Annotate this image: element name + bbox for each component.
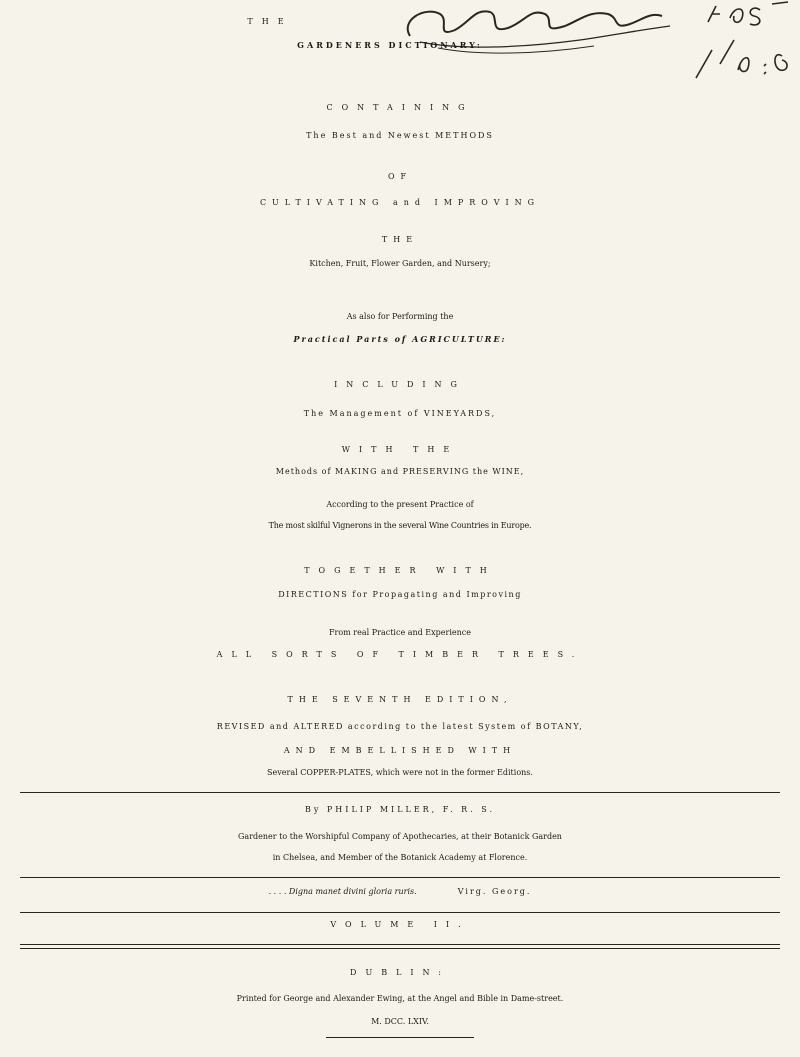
from-real-practice-line: From real Practice and Experience	[328, 628, 471, 637]
motto	[0, 887, 800, 896]
divider-rule	[20, 912, 780, 913]
imprint-city: DUBLIN:	[350, 968, 450, 977]
motto-source: Virg. Georg.	[457, 887, 532, 896]
skilful-vignerons-line: The most skilful Vignerons in the several Wine Countries in Europe.	[268, 521, 532, 530]
divider-rule	[20, 792, 780, 793]
divider-rule	[20, 948, 780, 949]
including-label: INCLUDING	[334, 380, 466, 389]
chelsea-line: in Chelsea, and Member of the Botanick Academy at Florence.	[272, 853, 528, 862]
copper-plates-line: Several COPPER-PLATES, which were not in the former Editions.	[267, 768, 533, 777]
divider-rule	[20, 877, 780, 878]
according-practice-line: According to the present Practice of	[326, 500, 474, 509]
kitchen-nursery-line: Kitchen, Fruit, Flower Garden, and Nursery;	[309, 259, 491, 268]
as-also-line: As also for Performing the	[346, 312, 454, 321]
imprint-date: M. DCC. LXIV.	[371, 1017, 429, 1026]
volume-label: VOLUME II.	[330, 920, 470, 929]
all-sorts-timber-line: ALL SORTS OF TIMBER TREES.	[216, 650, 584, 659]
with-the-label: WITH THE	[341, 445, 459, 454]
of-label: OF	[387, 172, 413, 181]
author-by-line: By PHILIP MILLER, F. R. S.	[304, 805, 496, 814]
gardener-line: Gardener to the Worshipful Company of Apothecaries, at their Botanick Garden	[238, 832, 562, 841]
the-label: THE	[381, 235, 419, 244]
motto-quote: . . . . Digna manet divini gloria ruris.	[268, 887, 417, 896]
best-newest-methods: The Best and Newest METHODS	[306, 131, 494, 140]
embellished-line: AND EMBELLISHED WITH	[283, 746, 517, 755]
practical-agriculture-line: Practical Parts of AGRICULTURE:	[293, 334, 507, 344]
title-the: THE	[247, 17, 293, 26]
seventh-edition-line: THE SEVENTH EDITION,	[287, 695, 513, 704]
imprint-printed-for: Printed for George and Alexander Ewing, at the Angel and Bible in Dame-street.	[236, 994, 564, 1003]
divider-rule	[20, 944, 780, 945]
main-title: GARDENERS DICTIONARY:	[297, 40, 483, 50]
together-with-label: TOGETHER WITH	[304, 566, 496, 575]
directions-line: DIRECTIONS for Propagating and Improving	[278, 590, 522, 599]
containing-label: CONTAINING	[326, 103, 474, 112]
management-vineyards-line: The Management of VINEYARDS,	[303, 409, 497, 418]
revised-line: REVISED and ALTERED according to the latest System of BOTANY,	[216, 722, 584, 731]
date-underline	[326, 1037, 474, 1038]
methods-making-line: Methods of MAKING and PRESERVING the WINE,	[275, 467, 525, 476]
cultivating-improving: CULTIVATING and IMPROVING	[259, 198, 541, 207]
